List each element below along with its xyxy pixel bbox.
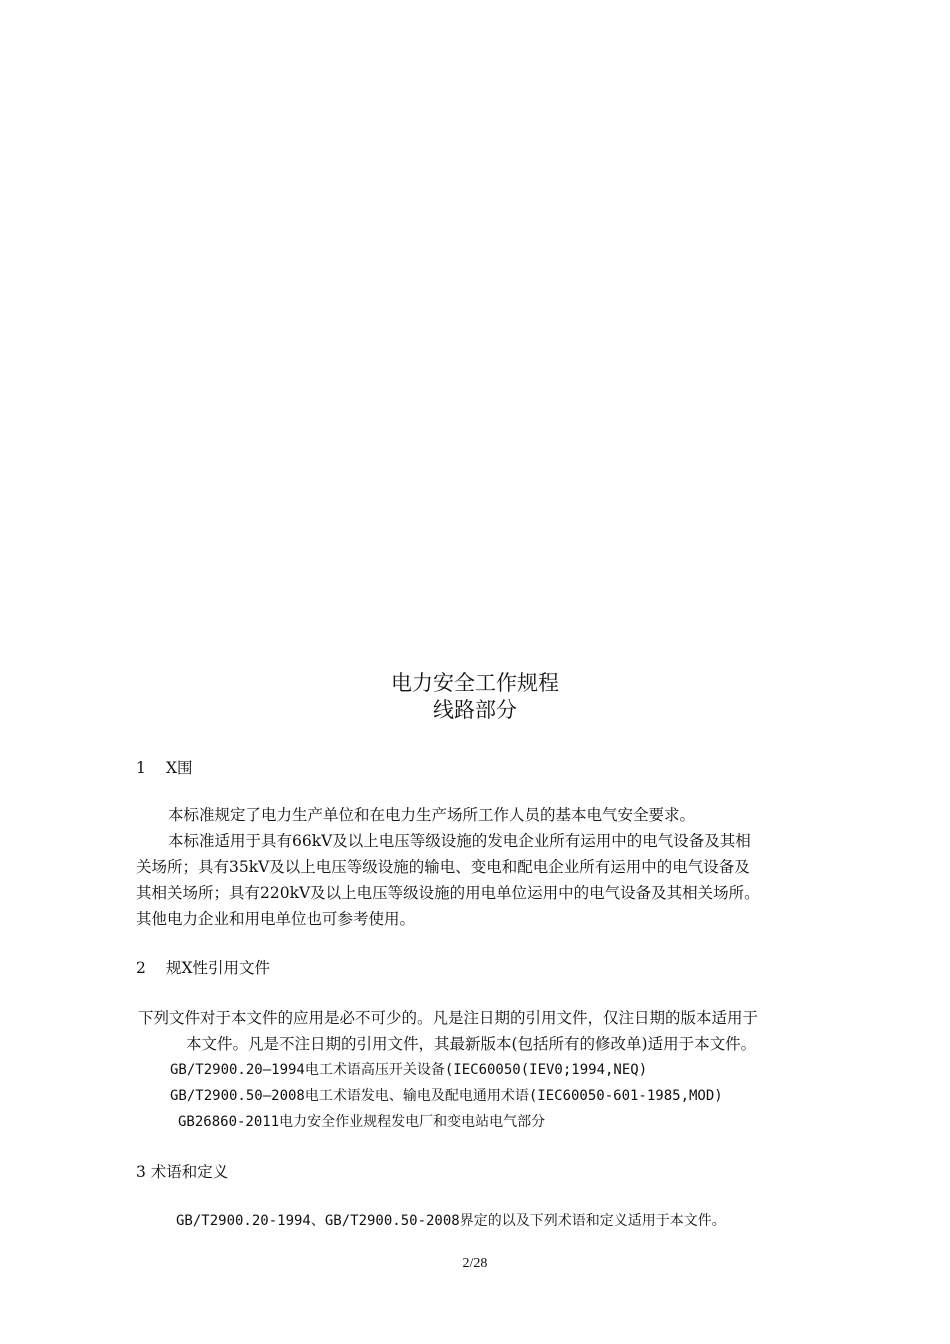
reference-item-2: GB/T2900.50—2008电工术语发电、输电及配电通用术语(IEC60050-601-1985,MOD) xyxy=(170,1088,723,1104)
section-1-number: 1 xyxy=(136,759,146,777)
section-3-heading: 3 术语和定义 xyxy=(136,1163,229,1181)
section-1-heading xyxy=(136,757,193,779)
section-2-intro-line-1: 下列文件对于本文件的应用是必不可少的。凡是注日期的引用文件，仅注日期的版本适用于 xyxy=(138,1009,759,1027)
section-1-para-2-line-1: 本标准适用于具有66kV及以上电压等级设施的发电企业所有运用中的电气设备及其相 xyxy=(168,832,751,850)
section-1-para-1: 本标准规定了电力生产单位和在电力生产场所工作人员的基本电气安全要求。 xyxy=(168,806,696,824)
reference-item-1: GB/T2900.20—1994电工术语高压开关设备(IEC60050(IEV0;1994,NEQ) xyxy=(170,1062,648,1078)
page-number: 2/28 xyxy=(462,1256,488,1271)
section-1-para-2-line-2: 关场所；具有35kV及以上电压等级设施的输电、变电和配电企业所有运用中的电气设备及 xyxy=(136,858,750,876)
section-1-para-2-line-4: 其他电力企业和用电单位也可参考使用。 xyxy=(136,910,416,928)
section-1-title: X围 xyxy=(166,759,193,777)
reference-item-3: GB26860-2011电力安全作业规程发电厂和变电站电气部分 xyxy=(178,1114,546,1130)
section-1-para-2-line-3: 其相关场所；具有220kV及以上电压等级设施的用电单位运用中的电气设备及其相关场所。 xyxy=(136,884,760,902)
section-2-heading xyxy=(136,957,270,979)
section-2-title: 规X性引用文件 xyxy=(166,959,271,977)
document-subtitle: 线路部分 xyxy=(433,698,517,722)
section-3-para: GB/T2900.20-1994、GB/T2900.50-2008界定的以及下列术语和定义适用于本文件。 xyxy=(176,1213,726,1229)
section-2-number: 2 xyxy=(136,959,146,977)
document-title: 电力安全工作规程 xyxy=(391,671,559,695)
section-2-intro-line-2: 本文件。凡是不注日期的引用文件，其最新版本(包括所有的修改单)适用于本文件。 xyxy=(186,1035,757,1053)
